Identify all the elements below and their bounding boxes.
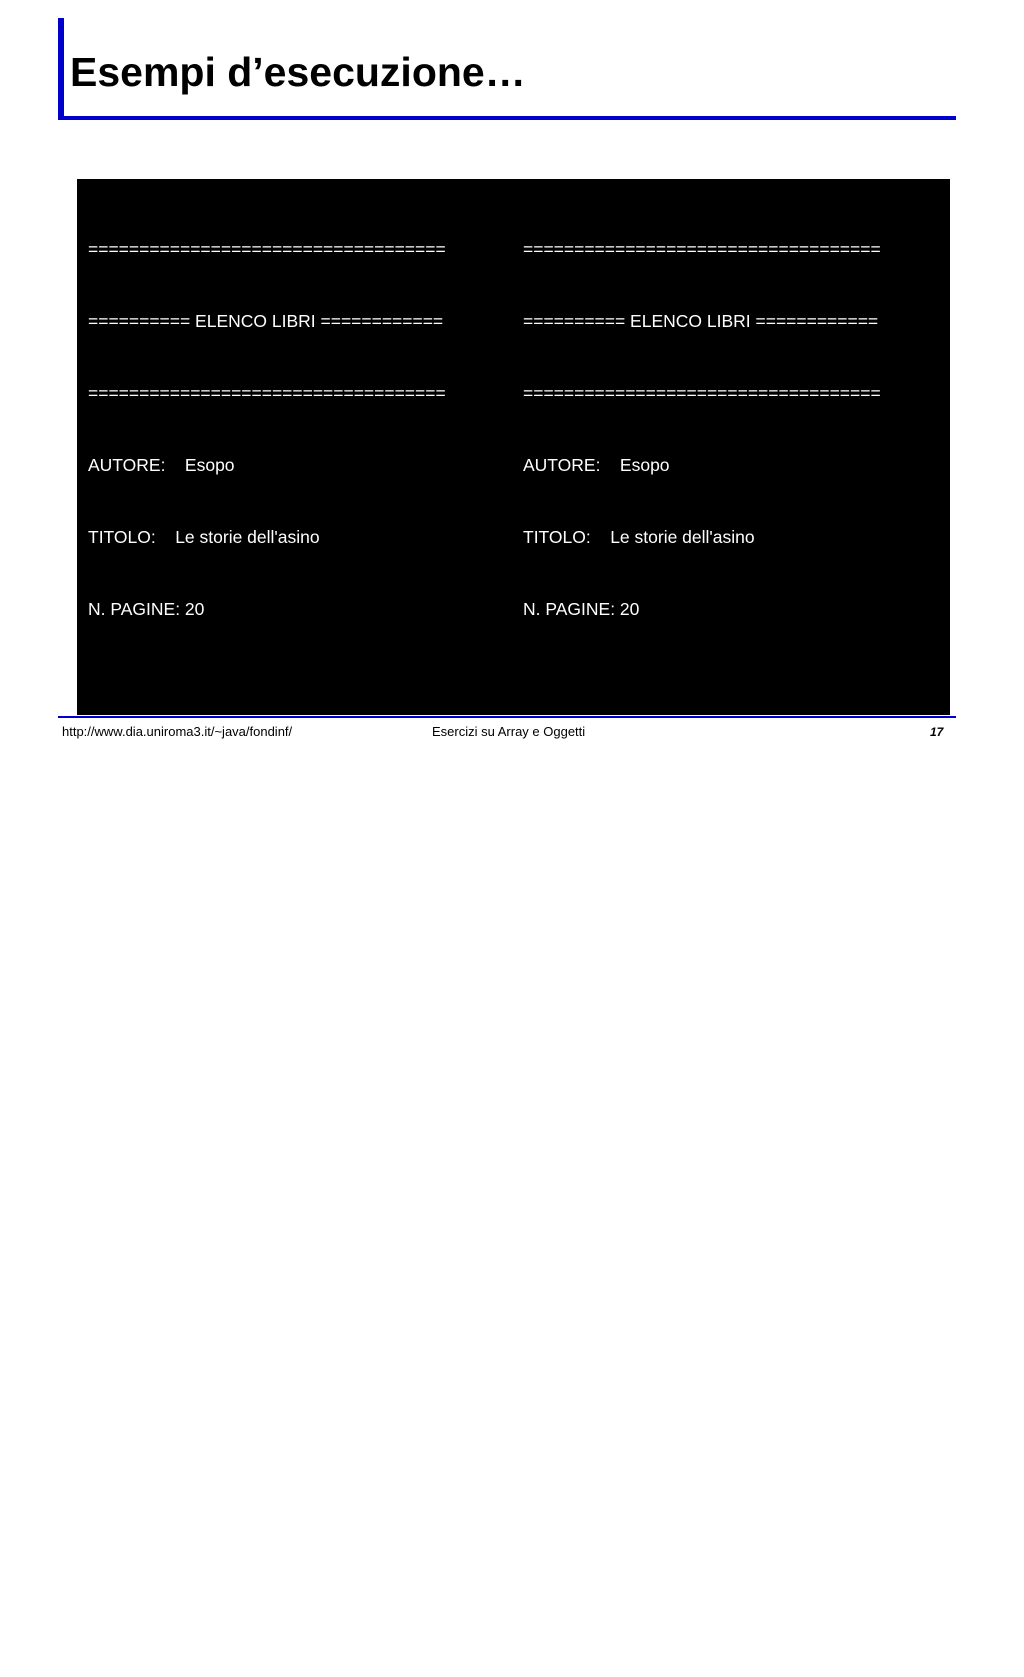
console-line bbox=[523, 957, 948, 981]
page-number: 17 bbox=[930, 725, 944, 739]
console-line: TITOLO: Le storie dell'asino bbox=[88, 527, 320, 547]
title-accent-bar bbox=[58, 18, 64, 119]
console-line bbox=[88, 741, 508, 765]
footer-divider bbox=[58, 716, 956, 718]
console-line bbox=[523, 1317, 948, 1341]
console-line: ========== ELENCO LIBRI ============ bbox=[88, 311, 444, 331]
console-line: TITOLO: Il visconte dimezzato bbox=[523, 815, 773, 835]
console-column-right bbox=[523, 189, 948, 1677]
console-line: N. PAGINE: 20 bbox=[523, 599, 640, 619]
console-line: =================================== bbox=[523, 383, 881, 403]
console-line: TITOLO: Il visconte dimezzato bbox=[523, 1535, 773, 1555]
console-line: N. PAGINE: 20 bbox=[88, 1031, 205, 1051]
console-line: N. PAGINE: 158 bbox=[523, 887, 650, 907]
console-line: AUTORE: Esopo bbox=[88, 887, 235, 907]
console-line: TITOLO: Le storie dell'asino bbox=[88, 959, 320, 979]
console-line: AUTORE: Italo Calvino bbox=[523, 743, 717, 763]
title-underline bbox=[58, 116, 956, 120]
console-line: N. PAGINE: 20 bbox=[523, 1175, 640, 1195]
console-line: il libro con il max. numero di pagine e': bbox=[88, 815, 386, 835]
console-line bbox=[88, 669, 508, 693]
console-line: AUTORE: Italo Calvino bbox=[523, 1463, 717, 1483]
console-line: AUTORE: Esopo bbox=[88, 455, 235, 475]
console-line: =================================== bbox=[88, 383, 446, 403]
slide-title: Esempi d’esecuzione… bbox=[70, 49, 526, 95]
console-line: TITOLO: Le storie del cane bbox=[523, 1103, 749, 1123]
console-line: AUTORE: Esopo bbox=[523, 1031, 670, 1051]
footer-url: http://www.dia.uniroma3.it/~java/fondinf/ bbox=[62, 724, 293, 739]
console-line: TITOLO: Le storie dell'asino bbox=[523, 527, 755, 547]
console-line bbox=[523, 669, 948, 693]
console-line: =================================== bbox=[523, 239, 881, 259]
footer-course-title: Esercizi su Array e Oggetti bbox=[432, 724, 586, 739]
console-line bbox=[523, 1245, 948, 1269]
console-line: ========== ELENCO LIBRI ============ bbox=[523, 311, 879, 331]
console-line: N. PAGINE: 20 bbox=[88, 599, 205, 619]
console-line: =================================== bbox=[88, 239, 446, 259]
console-line: N. PAGINE: 158 bbox=[523, 1607, 650, 1627]
console-column-left bbox=[88, 189, 508, 1101]
console-line: AUTORE: Esopo bbox=[523, 455, 670, 475]
console-line: il libro con il max. numero di pagine e': bbox=[523, 1391, 821, 1411]
